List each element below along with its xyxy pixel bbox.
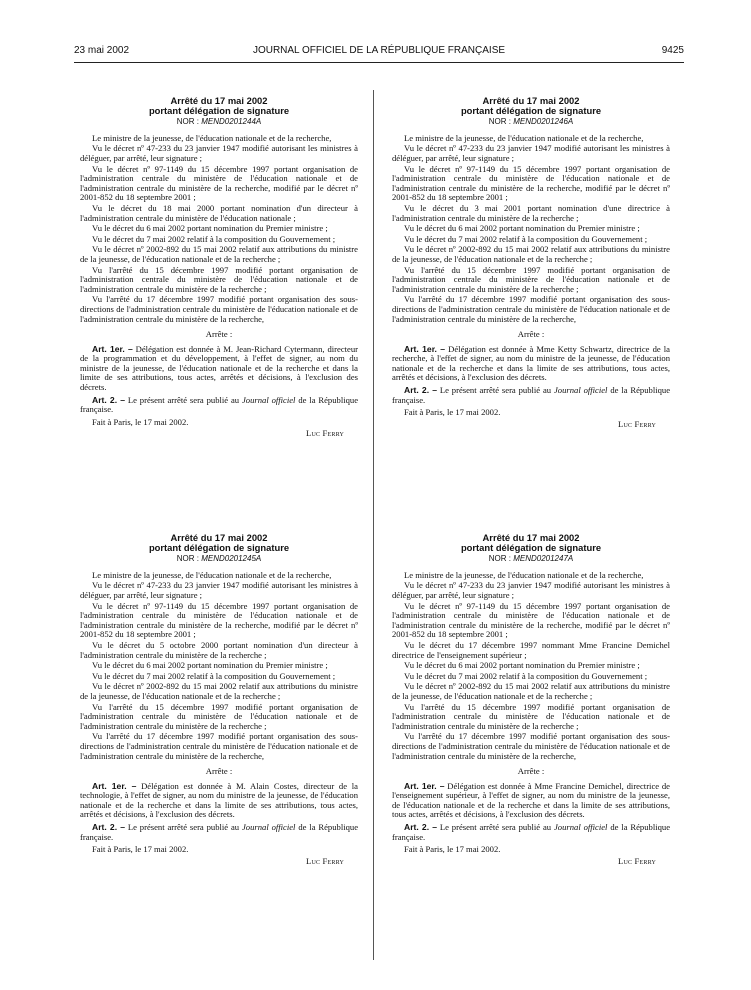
nor-reference <box>392 554 670 564</box>
nor-code: MEND0201246A <box>513 116 574 126</box>
signatory: Luc Ferry <box>306 428 344 439</box>
visa-paragraph: Vu le décret nº 2002-892 du 15 mai 2002 relatif aux attributions du ministre de la jeunesse, de l'éducation nationale et de la recherche ; <box>392 681 670 701</box>
visa-paragraph: Vu le décret du 6 mai 2002 portant nomination du Premier ministre ; <box>404 223 640 234</box>
visa-paragraph: Vu le décret du 18 mai 2000 portant nomination d'un directeur à l'administration centrale du ministère de l'éducation nationale ; <box>80 202 358 223</box>
article-2-clause <box>392 386 670 405</box>
visa-paragraph: Vu l'arrêté du 17 décembre 1997 modifié portant organisation des sous-directions de l'administration centrale du ministère de l'éducation nationale et de l'administration centrale du ministère de la recherche, <box>80 731 358 761</box>
clause-label: Art. 1er. – <box>404 343 446 354</box>
visa-paragraph: Vu le décret nº 97-1149 du 15 décembre 1997 portant organisation de l'administration centrale du ministère de l'éducation nationale et de l'administration centrale du ministère de la recherche, modifié par le décret nº 2001-852 du 18 septembre 2001 ; <box>80 163 358 203</box>
visa-paragraph: Vu le décret du 7 mai 2002 relatif à la composition du Gouvernement ; <box>92 670 336 681</box>
arrete-heading: Arrête : <box>205 329 233 340</box>
visa-paragraph: Vu l'arrêté du 15 décembre 1997 modifié portant organisation de l'administration centrale du ministère de l'éducation nationale et de l'administration centrale du ministère de la recherche ; <box>392 264 670 294</box>
visa-paragraph: Vu le décret du 17 décembre 1997 nommant Mme Francine Demichel directrice de l'enseignement supérieur ; <box>392 639 670 660</box>
article-2 <box>392 96 670 429</box>
visa-paragraph: Vu le décret nº 97-1149 du 15 décembre 1997 portant organisation de l'administration centrale du ministère de l'éducation nationale et de l'administration centrale du ministère de la recherche, modifié par le décret nº 2001-852 du 18 septembre 2001 ; <box>80 600 358 640</box>
journal-officiel-ref: Journal officiel <box>553 385 608 396</box>
visa-paragraph: Vu l'arrêté du 17 décembre 1997 modifié portant organisation des sous-directions de l'administration centrale du ministère de l'éducation nationale et de l'administration centrale du ministère de la recherche, <box>392 294 670 324</box>
article-1-clause <box>392 782 670 820</box>
clause-label: Art. 2. – <box>404 822 437 833</box>
visa-paragraph: Le ministre de la jeunesse, de l'éducation nationale et de la recherche, <box>404 569 644 580</box>
nor-label: NOR : <box>488 553 514 563</box>
visa-paragraph: Vu le décret nº 97-1149 du 15 décembre 1997 portant organisation de l'administration centrale du ministère de l'éducation nationale et de l'administration centrale du ministère de la recherche, modifié par le décret nº 2001-852 du 18 septembre 2001 ; <box>392 600 670 640</box>
visa-paragraph: Vu l'arrêté du 15 décembre 1997 modifié portant organisation de l'administration centrale du ministère de l'éducation nationale et de l'administration centrale du ministère de la recherche ; <box>80 701 358 731</box>
clause-text: Délégation est donnée à Mme Ketty Schwartz, directrice de la recherche, à l'effet de signer, au nom du ministre de la jeunesse, de l'éducation nationale et de la recherche et dans la limite de ses attributions, tous actes, arrêtés et décisions, à l'exclusion des décrets. <box>392 343 670 383</box>
signing-place-date: Fait à Paris, le 17 mai 2002. <box>404 844 501 855</box>
article-4 <box>392 533 670 866</box>
clause-text: Délégation est donnée à M. Alain Costes, directeur de la technologie, à l'effet de signer, au nom du ministre de la jeunesse, de l'éducation nationale et de la recherche et dans la limite de ses attributions, tous actes, arrêtés et décisions, à l'exclusion des décrets. <box>80 780 358 820</box>
signing-place-date: Fait à Paris, le 17 mai 2002. <box>92 416 189 427</box>
clause-text: Délégation est donnée à M. Jean-Richard Cytermann, directeur de la programmation et du développement, à l'effet de signer, au nom du ministre de la jeunesse, de l'éducation nationale et de la recherche et dans la limite de ses attributions, tous actes, arrêtés et décisions, à l'exclusion des décrets. <box>80 343 359 393</box>
article-1 <box>80 96 358 439</box>
article-1-clause <box>80 345 358 393</box>
signatory: Luc Ferry <box>306 855 344 866</box>
visa-paragraph: Vu le décret du 7 mai 2002 relatif à la composition du Gouvernement ; <box>92 233 336 244</box>
article-title: Arrêté du 17 mai 2002 <box>170 532 268 543</box>
arrete-heading: Arrête : <box>517 766 545 777</box>
arrete-heading: Arrête : <box>517 329 545 340</box>
clause-label: Art. 2. – <box>404 385 437 396</box>
journal-officiel-ref: Journal officiel <box>241 822 296 833</box>
clause-label: Art. 2. – <box>92 394 125 405</box>
visa-paragraph: Vu le décret du 6 mai 2002 portant nomination du Premier ministre ; <box>404 660 640 671</box>
clause-label: Art. 2. – <box>92 822 125 833</box>
article-2-clause <box>80 823 358 842</box>
nor-reference <box>392 117 670 127</box>
clause-text: Le présent arrêté sera publié au <box>124 394 242 405</box>
clause-text: de la République française. <box>80 394 359 415</box>
article-title: Arrêté du 17 mai 2002 <box>482 95 580 106</box>
visa-paragraph: Vu le décret du 5 octobre 2000 portant nomination d'un directeur à l'administration centrale du ministère de la recherche ; <box>80 639 358 660</box>
nor-label: NOR : <box>176 116 202 126</box>
visa-paragraph: Vu le décret du 6 mai 2002 portant nomination du Premier ministre ; <box>92 223 328 234</box>
visa-paragraph: Le ministre de la jeunesse, de l'éducation nationale et de la recherche, <box>92 569 332 580</box>
article-title: Arrêté du 17 mai 2002 <box>482 532 580 543</box>
signing-place-date: Fait à Paris, le 17 mai 2002. <box>404 407 501 418</box>
arrete-heading: Arrête : <box>205 766 233 777</box>
clause-text: Délégation est donnée à Mme Francine Demichel, directrice de l'enseignement supérieur, à l'effet de signer, au nom du ministre de la jeunesse, de l'éducation nationale et de la recherche et dans la limite de ses attributions, tous actes, arrêtés et décisions, à l'exclusion des décrets. <box>392 780 670 820</box>
visa-paragraph: Vu l'arrêté du 15 décembre 1997 modifié portant organisation de l'administration centrale du ministère de l'éducation nationale et de l'administration centrale du ministère de la recherche ; <box>80 264 358 294</box>
signatory: Luc Ferry <box>618 418 656 429</box>
article-1-clause <box>80 782 358 820</box>
nor-reference <box>80 554 358 564</box>
clause-label: Art. 1er. – <box>404 780 445 791</box>
clause-text: de la République française. <box>392 385 671 405</box>
visa-paragraph: Vu le décret du 3 mai 2001 portant nomination d'une directrice à l'administration centrale du ministère de la recherche ; <box>392 202 670 223</box>
signatory: Luc Ferry <box>618 855 656 866</box>
journal-title: JOURNAL OFFICIEL DE LA RÉPUBLIQUE FRANÇAISE <box>252 45 506 56</box>
header-date: 23 mai 2002 <box>74 45 130 56</box>
visa-paragraph: Le ministre de la jeunesse, de l'éducation nationale et de la recherche, <box>92 132 332 143</box>
header-rule <box>74 62 684 63</box>
visa-paragraph: Vu le décret nº 47-233 du 23 janvier 1947 modifié autorisant les ministres à déléguer, par arrêté, leur signature ; <box>392 143 670 163</box>
visa-paragraph: Vu le décret du 6 mai 2002 portant nomination du Premier ministre ; <box>92 660 328 671</box>
visa-paragraph: Le ministre de la jeunesse, de l'éducation nationale et de la recherche, <box>404 132 644 143</box>
article-subtitle: portant délégation de signature <box>148 542 290 554</box>
article-subtitle: portant délégation de signature <box>148 105 290 117</box>
visa-paragraph: Vu le décret du 7 mai 2002 relatif à la composition du Gouvernement ; <box>404 233 648 244</box>
nor-code: MEND0201244A <box>201 116 262 126</box>
article-2-clause <box>80 396 358 415</box>
visa-paragraph: Vu le décret nº 47-233 du 23 janvier 1947 modifié autorisant les ministres à déléguer, par arrêté, leur signature ; <box>392 580 670 600</box>
visa-paragraph: Vu le décret nº 2002-892 du 15 mai 2002 relatif aux attributions du ministre de la jeunesse, de l'éducation nationale et de la recherche ; <box>80 681 358 701</box>
article-subtitle: portant délégation de signature <box>460 542 602 554</box>
article-subtitle: portant délégation de signature <box>460 105 602 117</box>
visa-paragraph: Vu l'arrêté du 17 décembre 1997 modifié portant organisation des sous-directions de l'administration centrale du ministère de l'éducation nationale et de l'administration centrale du ministère de la recherche, <box>80 294 358 324</box>
nor-code: MEND0201245A <box>201 553 262 563</box>
clause-label: Art. 1er. – <box>92 343 133 354</box>
visa-paragraph: Vu le décret du 7 mai 2002 relatif à la composition du Gouvernement ; <box>404 670 648 681</box>
nor-label: NOR : <box>488 116 514 126</box>
visa-paragraph: Vu le décret nº 2002-892 du 15 mai 2002 relatif aux attributions du ministre de la jeunesse, de l'éducation nationale et de la recherche ; <box>392 244 670 264</box>
nor-code: MEND0201247A <box>513 553 574 563</box>
article-3 <box>80 533 358 866</box>
article-2-clause <box>392 823 670 842</box>
clause-text: de la République française. <box>392 822 671 842</box>
article-1-clause <box>392 345 670 383</box>
visa-paragraph: Vu l'arrêté du 17 décembre 1997 modifié portant organisation des sous-directions de l'administration centrale du ministère de l'éducation nationale et de l'administration centrale du ministère de la recherche, <box>392 731 670 761</box>
clause-text: Le présent arrêté sera publié au <box>124 822 242 833</box>
article-title: Arrêté du 17 mai 2002 <box>170 95 268 106</box>
clause-text: Le présent arrêté sera publié au <box>436 385 554 396</box>
visa-paragraph: Vu le décret nº 47-233 du 23 janvier 1947 modifié autorisant les ministres à déléguer, par arrêté, leur signature ; <box>80 143 358 163</box>
nor-reference <box>80 117 358 127</box>
clause-text: Le présent arrêté sera publié au <box>436 822 554 833</box>
clause-text: de la République française. <box>80 822 359 842</box>
column-divider <box>373 90 374 960</box>
visa-paragraph: Vu le décret nº 47-233 du 23 janvier 1947 modifié autorisant les ministres à déléguer, par arrêté, leur signature ; <box>80 580 358 600</box>
visa-paragraph: Vu l'arrêté du 15 décembre 1997 modifié portant organisation de l'administration centrale du ministère de l'éducation nationale et de l'administration centrale du ministère de la recherche ; <box>392 701 670 731</box>
journal-officiel-ref: Journal officiel <box>241 394 296 405</box>
journal-officiel-ref: Journal officiel <box>553 822 608 833</box>
visa-paragraph: Vu le décret nº 2002-892 du 15 mai 2002 relatif aux attributions du ministre de la jeunesse, de l'éducation nationale et de la recherche ; <box>80 244 358 264</box>
page-header <box>74 45 684 59</box>
nor-label: NOR : <box>176 553 202 563</box>
visa-paragraph: Vu le décret nº 97-1149 du 15 décembre 1997 portant organisation de l'administration centrale du ministère de l'éducation nationale et de l'administration centrale du ministère de la recherche, modifié par le décret nº 2001-852 du 18 septembre 2001 ; <box>392 163 670 203</box>
clause-label: Art. 1er. – <box>92 780 137 791</box>
page-number: 9425 <box>661 45 684 56</box>
signing-place-date: Fait à Paris, le 17 mai 2002. <box>92 844 189 855</box>
